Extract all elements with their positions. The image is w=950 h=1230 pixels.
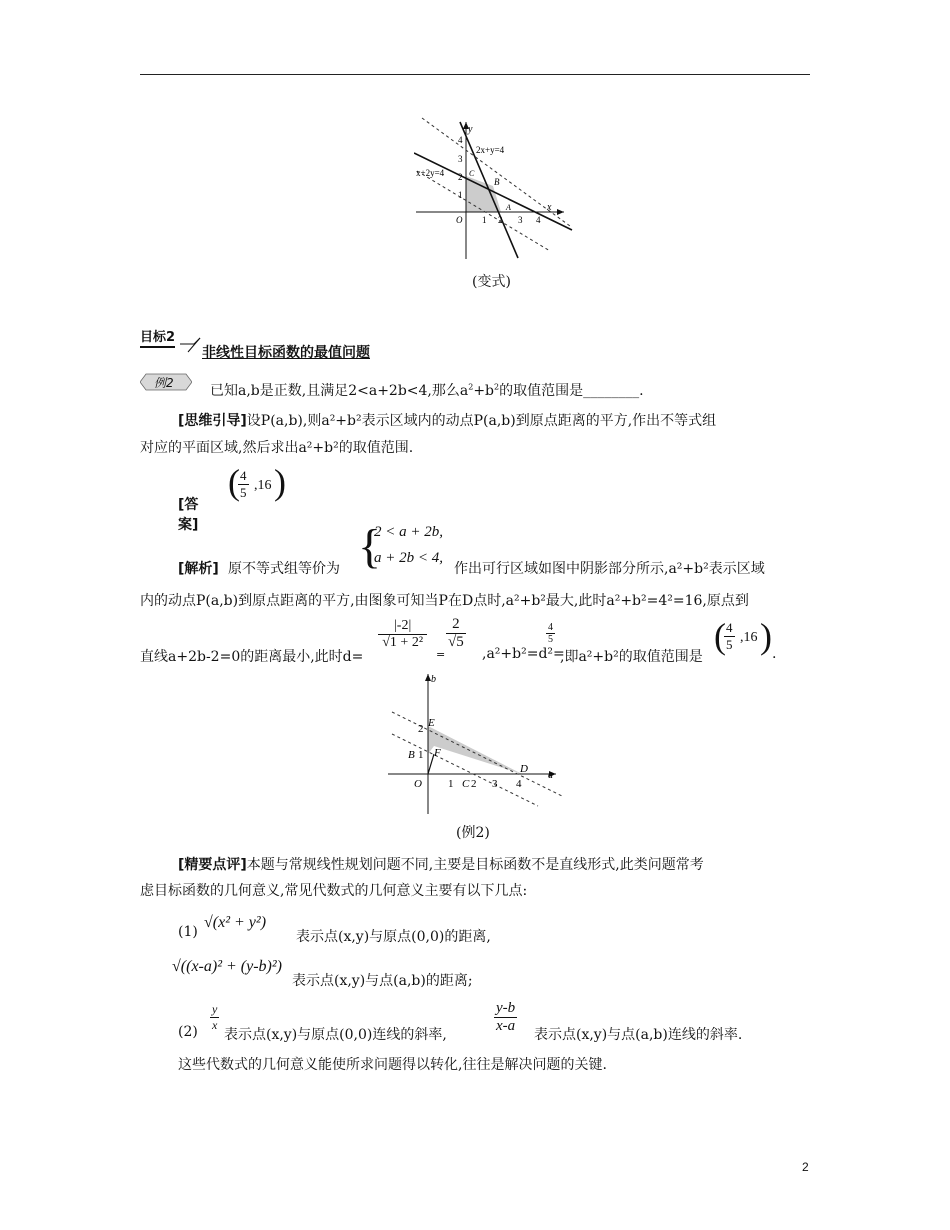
y-tick-2: 2 (458, 172, 463, 182)
a-axis-label: a (548, 770, 553, 781)
page-number: 2 (802, 1160, 809, 1174)
b-axis-label: b (431, 674, 436, 685)
example-badge-label: 例2 (154, 376, 174, 390)
point-e-label: E (428, 717, 435, 729)
equation-label-1: 2x+y=4 (476, 145, 505, 155)
origin-label-2: O (414, 778, 422, 790)
point-c-label: C (469, 169, 475, 178)
y-tick-1: 1 (458, 190, 463, 200)
range-fraction: $\frac{4}{5}$ (726, 620, 733, 652)
figure-example2-graph (388, 670, 564, 816)
distance-value-fraction: $\frac{2}{√5}$ (448, 616, 464, 650)
hint-label: [思维引导] (178, 413, 247, 429)
point-c2-label: C (462, 778, 470, 790)
hint-line-2: 对应的平面区域,然后求出a²+b²的取值范围. (140, 440, 414, 456)
y-tick-3: 3 (458, 154, 463, 164)
distance-point-expression: √((x-a)² + (y-b)²) (172, 958, 282, 975)
review-item-1: (1) √(x² + y²) 表示点(x,y)与原点(0,0)的距离, (178, 914, 491, 945)
answer-fraction: $\frac{4}{5}$ (240, 468, 247, 500)
figure-variant-caption: (变式) (472, 274, 511, 290)
point-b-label: B (494, 177, 500, 187)
point-b2-label: B (408, 749, 415, 761)
analysis-line-3: 直线a+2b-2=0的距离最小,此时d= $\frac{|-2|}{\text{√1 + 2²}}$ = $\frac{2}{√5}$ ,a²+b²=d²= $\frac{4}{5}$ ,即a²+b²的取值范围是 ( $\frac{4}{5}$ ,16 ) . (140, 616, 777, 665)
review-line-1: [精要点评]本题与常规线性规划问题不同,主要是目标函数不是直线形式,此类问题常考 (178, 857, 704, 873)
section-heading (140, 326, 440, 362)
x-axis-label: x (547, 202, 552, 213)
x-tick-1: 1 (482, 215, 487, 225)
point-f-label: F (434, 747, 441, 759)
x-tick-2: 2 (498, 215, 503, 225)
analysis-line-2: 内的动点P(a,b)到原点距离的平方,由图象可知当P在D点时,a²+b²最大,此时a²+b²=4²=16,原点到 (140, 593, 749, 609)
y-tick-4: 4 (458, 135, 463, 145)
review-label: [精要点评] (178, 857, 247, 873)
figure-example2-caption: (例2) (456, 825, 490, 841)
distance-origin-expression: √(x² + y²) (204, 914, 267, 931)
a-tick-3: 3 (492, 778, 498, 790)
line-x-2y-4 (414, 153, 572, 230)
hint-line-1: [思维引导]设P(a,b),则a²+b²表示区域内的动点P(a,b)到原点距离的平方,作出不等式组 (178, 413, 717, 429)
b-tick-2: 2 (418, 723, 424, 735)
slope-point-fraction: $\frac{y-b}{x-a}$ (496, 1000, 516, 1034)
analysis-label: [解析] (178, 561, 219, 577)
section-title: 非线性目标函数的最值问题 (202, 345, 370, 361)
review-item-2: (2) $\frac{y}{x}$ 表示点(x,y)与原点(0,0)连线的斜率, $\frac{y-b}{x-a}$ 表示点(x,y)与点(a,b)连线的斜率. (178, 1000, 743, 1043)
figure-variant-graph (414, 116, 574, 262)
answer-label: [答案] (178, 497, 199, 533)
review-conclusion: 这些代数式的几何意义能使所求问题得以转化,往往是解决问题的关键. (178, 1057, 607, 1073)
equation-label-2: x+2y=4 (416, 168, 445, 178)
slope-origin-fraction: $\frac{y}{x}$ (212, 1002, 218, 1032)
a-tick-4: 4 (516, 778, 522, 790)
example-badge (140, 372, 192, 392)
origin-label: O (456, 215, 463, 225)
distance-squared-fraction: $\frac{4}{5}$ (548, 622, 553, 645)
feasible-region-2 (428, 726, 522, 774)
section-badge: 目标2 (140, 326, 175, 348)
system-inequality-2: a + 2b < 4, (374, 550, 443, 566)
point-d-label: D (520, 763, 528, 775)
review-item-1b: √((x-a)² + (y-b)²) 表示点(x,y)与点(a,b)的距离; (172, 958, 473, 989)
a-tick-2: 2 (471, 778, 477, 790)
section-arrow-icon (180, 328, 204, 358)
x-tick-3: 3 (518, 215, 523, 225)
analysis-line-1: [解析] 原不等式组等价为 { 2 < a + 2b, a + 2b < 4, 作出可行区域如图中阴影部分所示,a²+b²表示区域 (178, 520, 765, 577)
x-tick-4: 4 (536, 215, 541, 225)
review-line-2: 虑目标函数的几何意义,常见代数式的几何意义主要有以下几点: (140, 883, 528, 899)
answer-blank: ________. (583, 383, 644, 399)
header-rule (140, 74, 810, 75)
point-a-label: A (506, 203, 511, 212)
a-tick-1: 1 (448, 778, 454, 790)
y-axis-label: y (468, 124, 473, 135)
system-inequality-1: 2 < a + 2b, (374, 524, 443, 540)
b-tick-1: 1 (418, 749, 424, 761)
distance-fraction: $\frac{|-2|}{\text{√1 + 2²}}$ (378, 618, 427, 651)
dashed-line-a2b2 (392, 734, 538, 806)
example-question: 已知a,b是正数,且满足2<a+2b<4,那么$a^2+b^2$的取值范围是________. (210, 382, 644, 399)
